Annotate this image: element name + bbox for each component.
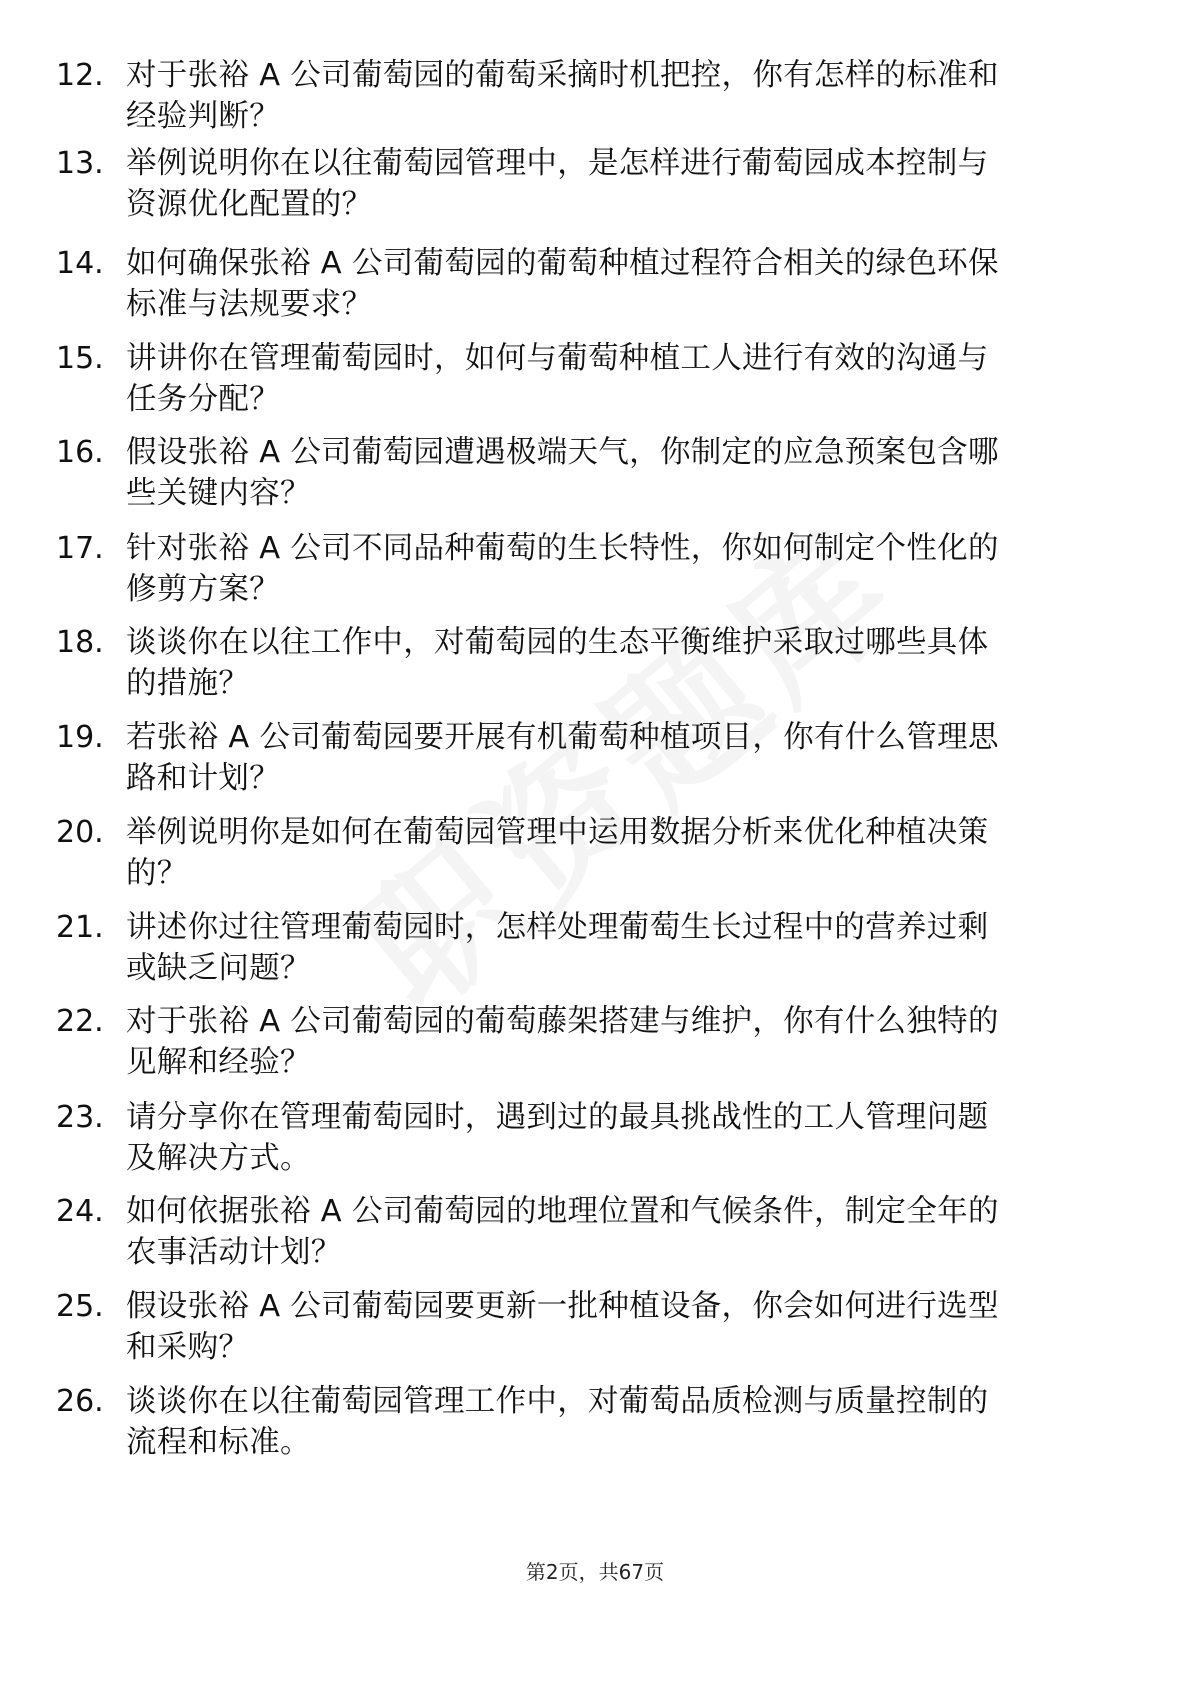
question-number: 12. [56,58,104,93]
question-number: 21. [56,910,104,945]
question-text [126,1286,1126,1368]
question-text [126,432,1126,514]
question-line: 任务分配？ [126,382,280,417]
question-line: 针对张裕 A 公司不同品种葡萄的生长特性，你如何制定个性化的 [126,531,999,566]
page-footer [0,1558,1190,1586]
question-line: 修剪方案？ [126,572,280,607]
question-item [0,717,1190,797]
question-line: 谈谈你在以往工作中，对葡萄园的生态平衡维护采取过哪些具体 [126,625,989,660]
question-number: 18. [56,625,104,660]
question-text [126,717,1126,799]
question-text [126,1001,1126,1083]
question-line: 对于张裕 A 公司葡萄园的葡萄采摘时机把控，你有怎样的标准和 [126,58,999,93]
question-line: 举例说明你在以往葡萄园管理中，是怎样进行葡萄园成本控制与 [126,146,989,181]
question-line: 讲讲你在管理葡萄园时，如何与葡萄种植工人进行有效的沟通与 [126,341,989,376]
question-line: 和采购？ [126,1330,250,1365]
question-text [126,1097,1126,1179]
question-text [126,622,1126,704]
question-item [0,338,1190,418]
question-line: 资源优化配置的？ [126,187,373,222]
question-number: 24. [56,1194,104,1229]
question-line: 些关键内容？ [126,476,311,511]
question-number: 22. [56,1004,104,1039]
question-line: 如何确保张裕 A 公司葡萄园的葡萄种植过程符合相关的绿色环保 [126,246,999,281]
question-line: 见解和经验？ [126,1045,311,1080]
question-line: 请分享你在管理葡萄园时，遇到过的最具挑战性的工人管理问题 [126,1100,989,1135]
question-line: 假设张裕 A 公司葡萄园要更新一批种植设备，你会如何进行选型 [126,1289,999,1324]
question-line: 如何依据张裕 A 公司葡萄园的地理位置和气候条件，制定全年的 [126,1194,999,1229]
question-item [0,907,1190,987]
question-number: 16. [56,435,104,470]
question-line: 的？ [126,856,188,891]
question-item [0,1286,1190,1366]
question-number: 25. [56,1289,104,1324]
question-line: 及解决方式。 [126,1141,311,1176]
question-item [0,1381,1190,1461]
question-text [126,243,1126,325]
question-line: 经验判断？ [126,99,280,134]
question-text [126,907,1126,989]
question-item [0,55,1190,135]
question-line: 举例说明你是如何在葡萄园管理中运用数据分析来优化种植决策 [126,815,989,850]
question-text [126,1381,1126,1463]
question-line: 的措施？ [126,666,250,701]
question-line: 标准与法规要求？ [126,287,373,322]
question-item [0,243,1190,323]
question-line: 农事活动计划？ [126,1235,342,1270]
question-line: 流程和标准。 [126,1425,311,1460]
question-item [0,143,1190,223]
question-number: 26. [56,1384,104,1419]
question-number: 19. [56,720,104,755]
question-number: 14. [56,246,104,281]
question-text [126,1191,1126,1273]
question-line: 路和计划？ [126,761,280,796]
question-number: 13. [56,146,104,181]
question-text [126,338,1126,420]
question-text [126,55,1126,137]
question-line: 若张裕 A 公司葡萄园要开展有机葡萄种植项目，你有什么管理思 [126,720,999,755]
question-item [0,528,1190,608]
question-line: 讲述你过往管理葡萄园时，怎样处理葡萄生长过程中的营养过剩 [126,910,989,945]
question-item [0,432,1190,512]
page-number-label: 第2页，共67页 [525,1560,665,1584]
question-line: 对于张裕 A 公司葡萄园的葡萄藤架搭建与维护，你有什么独特的 [126,1004,999,1039]
question-line: 或缺乏问题？ [126,951,311,986]
question-number: 17. [56,531,104,566]
question-line: 假设张裕 A 公司葡萄园遭遇极端天气，你制定的应急预案包含哪 [126,435,999,470]
question-text [126,528,1126,610]
question-item [0,622,1190,702]
question-item [0,1191,1190,1271]
question-item [0,1097,1190,1177]
question-item [0,812,1190,892]
question-number: 23. [56,1100,104,1135]
question-number: 20. [56,815,104,850]
question-item [0,1001,1190,1081]
question-text [126,812,1126,894]
question-text [126,143,1126,225]
question-number: 15. [56,341,104,376]
question-line: 谈谈你在以往葡萄园管理工作中，对葡萄品质检测与质量控制的 [126,1384,989,1419]
